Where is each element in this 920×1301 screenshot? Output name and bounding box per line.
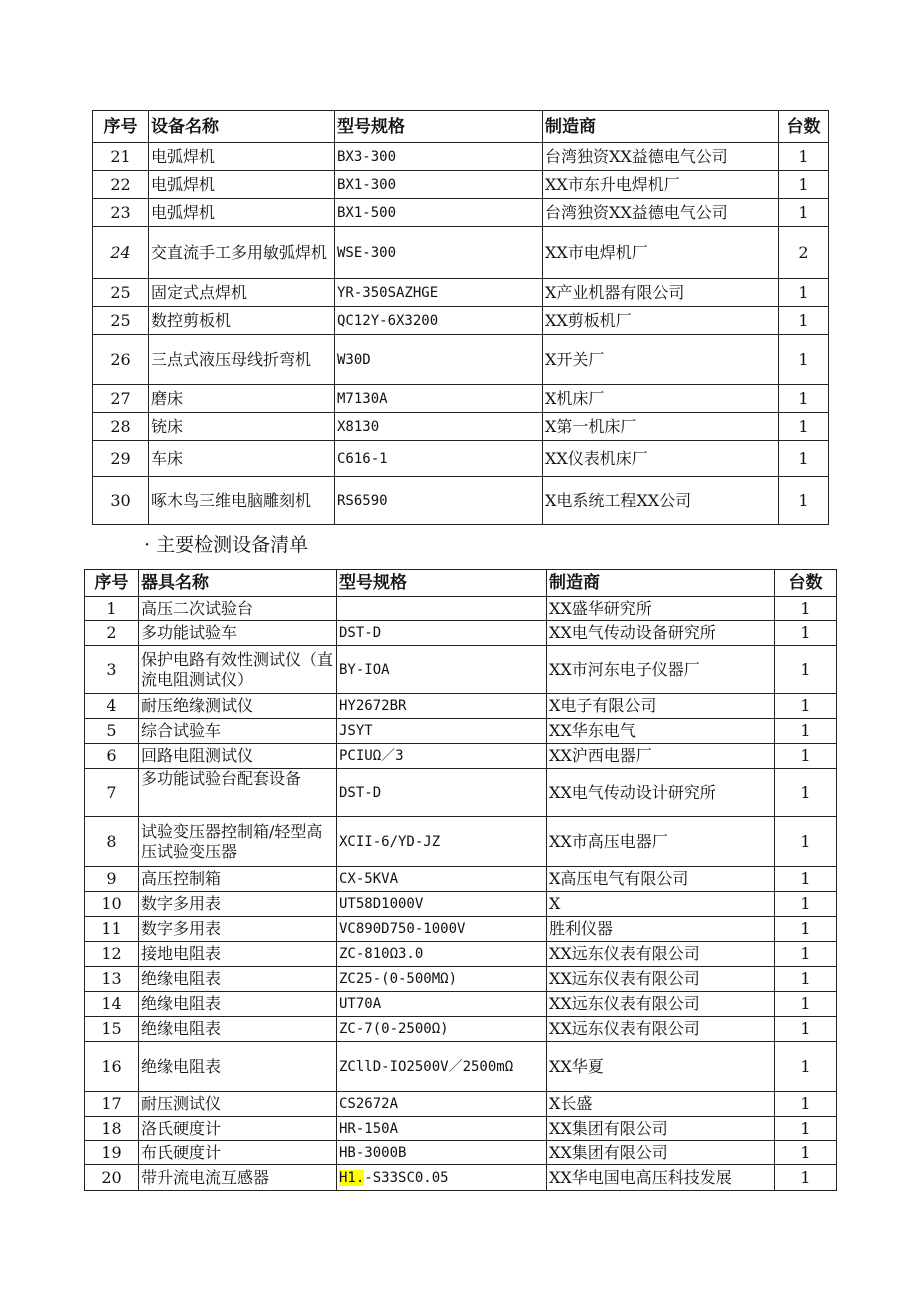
table-row: [85, 1141, 837, 1165]
cell-name: 交直流手工多用敏弧焊机: [149, 227, 335, 279]
cell-model: JSYT: [337, 719, 547, 744]
table-row: [93, 307, 829, 335]
cell-model: M7130A: [335, 385, 543, 413]
cell-model: UT70A: [337, 992, 547, 1017]
cell-no: 26: [93, 335, 149, 385]
cell-name: 布氏硬度计: [139, 1141, 337, 1165]
table-row: [85, 621, 837, 646]
cell-model: UT58D1000V: [337, 892, 547, 917]
cell-maker: XX远东仪表有限公司: [547, 942, 775, 967]
cell-no: 29: [93, 441, 149, 477]
cell-qty: 1: [779, 477, 829, 525]
cell-qty: 1: [775, 942, 837, 967]
cell-maker: XX远东仪表有限公司: [547, 967, 775, 992]
cell-maker: XX集团有限公司: [547, 1141, 775, 1165]
table-header-row: [85, 570, 837, 597]
cell-qty: 1: [775, 892, 837, 917]
table-row: [85, 992, 837, 1017]
cell-maker: X高压电气有限公司: [547, 867, 775, 892]
cell-no: 8: [85, 817, 139, 867]
table-row: [93, 143, 829, 171]
cell-name: 磨床: [149, 385, 335, 413]
cell-name: 车床: [149, 441, 335, 477]
cell-no: 11: [85, 917, 139, 942]
cell-maker: XX沪西电器厂: [547, 744, 775, 769]
table-row: [85, 694, 837, 719]
cell-model: WSE-300: [335, 227, 543, 279]
cell-maker: XX市高压电器厂: [547, 817, 775, 867]
cell-maker: XX市电焊机厂: [543, 227, 779, 279]
cell-no: 17: [85, 1092, 139, 1117]
cell-model: DST-D: [337, 769, 547, 817]
cell-no: 12: [85, 942, 139, 967]
cell-model: DST-D: [337, 621, 547, 646]
table-row: [85, 1117, 837, 1141]
cell-qty: 1: [775, 646, 837, 694]
cell-maker: XX集团有限公司: [547, 1117, 775, 1141]
table-row: [93, 199, 829, 227]
cell-model: C616-1: [335, 441, 543, 477]
cell-model: ZC25-(0-500MΩ): [337, 967, 547, 992]
cell-qty: 1: [779, 307, 829, 335]
cell-name: 高压控制箱: [139, 867, 337, 892]
cell-maker: XX市东升电焊机厂: [543, 171, 779, 199]
table-row: [93, 441, 829, 477]
cell-model: HR-150A: [337, 1117, 547, 1141]
table-row: [93, 279, 829, 307]
cell-name: 多功能试验车: [139, 621, 337, 646]
cell-qty: 1: [775, 992, 837, 1017]
table-row: [85, 646, 837, 694]
cell-model: BX1-300: [335, 171, 543, 199]
cell-name: 固定式点焊机: [149, 279, 335, 307]
cell-model: PCIUΩ／3: [337, 744, 547, 769]
table-row: [85, 1017, 837, 1042]
table-row: [85, 1092, 837, 1117]
table-row: [85, 597, 837, 621]
table-row: [85, 867, 837, 892]
header-name: 器具名称: [139, 570, 337, 597]
table-row: [93, 335, 829, 385]
cell-no: 25: [93, 279, 149, 307]
cell-maker: X开关厂: [543, 335, 779, 385]
cell-model: ZC-7(0-2500Ω): [337, 1017, 547, 1042]
cell-qty: 1: [779, 441, 829, 477]
cell-name: 耐压绝缘测试仪: [139, 694, 337, 719]
cell-name: 啄木鸟三维电脑雕刻机: [149, 477, 335, 525]
cell-no: 28: [93, 413, 149, 441]
cell-qty: 1: [775, 694, 837, 719]
table-row: [85, 769, 837, 817]
highlighted-text: H1.: [339, 1169, 365, 1186]
cell-qty: 1: [775, 1017, 837, 1042]
cell-maker: X产业机器有限公司: [543, 279, 779, 307]
cell-maker: 台湾独资XX益德电气公司: [543, 143, 779, 171]
cell-no: 19: [85, 1141, 139, 1165]
cell-qty: 1: [779, 279, 829, 307]
cell-qty: 1: [775, 817, 837, 867]
cell-qty: 1: [779, 335, 829, 385]
cell-name: 洛氏硬度计: [139, 1117, 337, 1141]
table-row: [85, 1042, 837, 1092]
cell-name: 数字多用表: [139, 917, 337, 942]
header-name: 设备名称: [149, 111, 335, 143]
cell-no: 10: [85, 892, 139, 917]
cell-no: 4: [85, 694, 139, 719]
cell-maker: XX电气传动设计研究所: [547, 769, 775, 817]
cell-no: 3: [85, 646, 139, 694]
cell-qty: 1: [775, 1092, 837, 1117]
cell-no: 5: [85, 719, 139, 744]
cell-maker: X第一机床厂: [543, 413, 779, 441]
cell-name: 铳床: [149, 413, 335, 441]
table-row: [93, 413, 829, 441]
cell-qty: 1: [775, 1117, 837, 1141]
cell-no: 25: [93, 307, 149, 335]
cell-qty: 1: [779, 143, 829, 171]
cell-maker: XX剪板机厂: [543, 307, 779, 335]
header-model: 型号规格: [337, 570, 547, 597]
cell-maker: X电系统工程XX公司: [543, 477, 779, 525]
table-row: [85, 942, 837, 967]
cell-qty: 1: [775, 967, 837, 992]
cell-qty: 1: [779, 385, 829, 413]
cell-model: X8130: [335, 413, 543, 441]
table-row: [93, 385, 829, 413]
cell-qty: 2: [779, 227, 829, 279]
cell-maker: XX华东电气: [547, 719, 775, 744]
cell-no: 9: [85, 867, 139, 892]
header-maker: 制造商: [547, 570, 775, 597]
header-qty: 台数: [775, 570, 837, 597]
cell-no: 7: [85, 769, 139, 817]
cell-model: QC12Y-6X3200: [335, 307, 543, 335]
table-row: [85, 917, 837, 942]
cell-model: CS2672A: [337, 1092, 547, 1117]
cell-name: 试验变压器控制箱/轻型高压试验变压器: [139, 817, 337, 867]
cell-qty: 1: [775, 744, 837, 769]
cell-maker: 胜利仪器: [547, 917, 775, 942]
cell-model: BY-IOA: [337, 646, 547, 694]
cell-name: 数控剪板机: [149, 307, 335, 335]
cell-qty: 1: [775, 1042, 837, 1092]
model-text: -S33SC0.05: [364, 1169, 449, 1186]
table-row: [93, 477, 829, 525]
cell-maker: XX市河东电子仪器厂: [547, 646, 775, 694]
cell-maker: X: [547, 892, 775, 917]
cell-model: ZC-810Ω3.0: [337, 942, 547, 967]
header-qty: 台数: [779, 111, 829, 143]
cell-no: 16: [85, 1042, 139, 1092]
cell-name: 三点式液压母线折弯机: [149, 335, 335, 385]
cell-no: 13: [85, 967, 139, 992]
cell-qty: 1: [775, 867, 837, 892]
table-row: [93, 171, 829, 199]
cell-model: BX1-500: [335, 199, 543, 227]
cell-name: 接地电阻表: [139, 942, 337, 967]
cell-name: 绝缘电阻表: [139, 967, 337, 992]
cell-qty: 1: [779, 199, 829, 227]
table-row: [85, 892, 837, 917]
cell-model: VC890D750-1000V: [337, 917, 547, 942]
cell-no: 22: [93, 171, 149, 199]
cell-qty: 1: [779, 171, 829, 199]
cell-name: 带升流电流互感器: [139, 1165, 337, 1191]
cell-model: CX-5KVA: [337, 867, 547, 892]
cell-name: 电弧焊机: [149, 171, 335, 199]
cell-qty: 1: [775, 719, 837, 744]
cell-no: 23: [93, 199, 149, 227]
cell-model: ZCllD-IO2500V／2500mΩ: [337, 1042, 547, 1092]
table-row: [85, 1165, 837, 1191]
cell-no: 15: [85, 1017, 139, 1042]
cell-no: 30: [93, 477, 149, 525]
header-no: 序号: [85, 570, 139, 597]
header-maker: 制造商: [543, 111, 779, 143]
cell-maker: X电子有限公司: [547, 694, 775, 719]
cell-no: 27: [93, 385, 149, 413]
cell-name: 回路电阻测试仪: [139, 744, 337, 769]
cell-maker: XX仪表机床厂: [543, 441, 779, 477]
testing-equipment-table: [84, 569, 837, 1191]
header-model: 型号规格: [335, 111, 543, 143]
cell-name: 绝缘电阻表: [139, 992, 337, 1017]
header-no: 序号: [93, 111, 149, 143]
cell-model: HB-3000B: [337, 1141, 547, 1165]
table-row: [85, 967, 837, 992]
table-row: [85, 817, 837, 867]
cell-maker: XX远东仪表有限公司: [547, 1017, 775, 1042]
table-row: [85, 744, 837, 769]
section-title: · 主要检测设备清单: [144, 534, 309, 556]
cell-maker: 台湾独资XX益德电气公司: [543, 199, 779, 227]
cell-model: BX3-300: [335, 143, 543, 171]
cell-name: 耐压测试仪: [139, 1092, 337, 1117]
cell-model: W30D: [335, 335, 543, 385]
table-row: [85, 719, 837, 744]
cell-qty: 1: [775, 769, 837, 817]
cell-name: 多功能试验台配套设备: [139, 769, 337, 817]
cell-name: 高压二次试验台: [139, 597, 337, 621]
cell-qty: 1: [779, 413, 829, 441]
cell-no: 14: [85, 992, 139, 1017]
cell-model: YR-350SAZHGE: [335, 279, 543, 307]
cell-maker: X机床厂: [543, 385, 779, 413]
cell-no: 24: [93, 227, 149, 279]
cell-no: 18: [85, 1117, 139, 1141]
cell-model: HY2672BR: [337, 694, 547, 719]
cell-name: 综合试验车: [139, 719, 337, 744]
cell-maker: X长盛: [547, 1092, 775, 1117]
cell-maker: XX华电国电高压科技发展: [547, 1165, 775, 1191]
cell-qty: 1: [775, 621, 837, 646]
table-row: [93, 227, 829, 279]
cell-qty: 1: [775, 917, 837, 942]
cell-model: RS6590: [335, 477, 543, 525]
cell-no: 20: [85, 1165, 139, 1191]
cell-name: 数字多用表: [139, 892, 337, 917]
cell-name: 电弧焊机: [149, 143, 335, 171]
cell-name: 绝缘电阻表: [139, 1017, 337, 1042]
cell-model: [337, 597, 547, 621]
cell-maker: XX盛华研究所: [547, 597, 775, 621]
cell-name: 绝缘电阻表: [139, 1042, 337, 1092]
cell-model: XCII-6/YD-JZ: [337, 817, 547, 867]
cell-qty: 1: [775, 1165, 837, 1191]
cell-name: 保护电路有效性测试仪（直流电阻测试仪）: [139, 646, 337, 694]
table-header-row: [93, 111, 829, 143]
production-equipment-table: [92, 110, 829, 525]
cell-qty: 1: [775, 597, 837, 621]
cell-maker: XX电气传动设备研究所: [547, 621, 775, 646]
cell-name: 电弧焊机: [149, 199, 335, 227]
cell-qty: 1: [775, 1141, 837, 1165]
cell-maker: XX华夏: [547, 1042, 775, 1092]
cell-model: [337, 1165, 547, 1191]
cell-no: 6: [85, 744, 139, 769]
cell-no: 1: [85, 597, 139, 621]
cell-no: 21: [93, 143, 149, 171]
cell-maker: XX远东仪表有限公司: [547, 992, 775, 1017]
cell-no: 2: [85, 621, 139, 646]
